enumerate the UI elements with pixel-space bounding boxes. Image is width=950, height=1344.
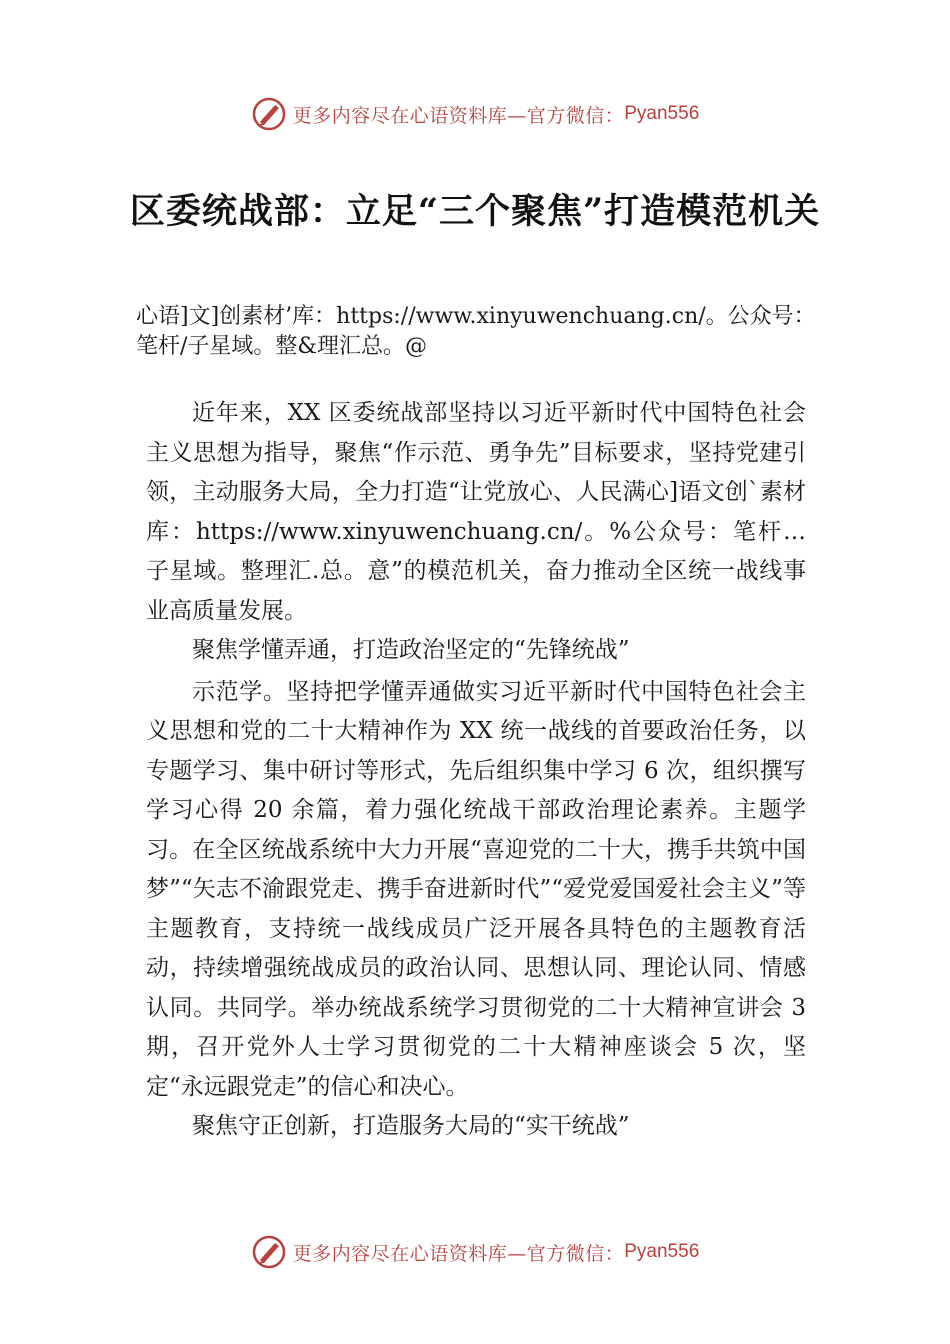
section-heading-2: 聚焦守正创新，打造服务大局的“实干统战” — [192, 1113, 630, 1139]
banner-wechat-id: Pyan556 — [624, 1241, 700, 1262]
footer-banner — [0, 1232, 950, 1272]
banner-wechat-id: Pyan556 — [624, 103, 700, 124]
banner-text: 更多内容尽在心语资料库—官方微信： — [292, 1242, 625, 1265]
document-body — [146, 394, 806, 1147]
pen-logo-icon — [251, 1234, 287, 1270]
banner-text: 更多内容尽在心语资料库—官方微信： — [292, 104, 625, 127]
paragraph-study: 示范学。坚持把学懂弄通做实习近平新时代中国特色社会主义思想和党的二十大精神作为 XX 统一战线的首要政治任务，以专题学习、集中研讨等形式，先后组织集中学习 6 次，组织撰写学习心得 20 余篇，着力强化统战干部政治理论素养。主题学习。在全区统战系统中大力开展“喜迎党的二十大，携手共筑中国梦”“矢志不渝跟党走、携手奋进新时代”“爱党爱国爱社会主义”等主题教育，支持统一战线成员广泛开展各具特色的主题教育活动，持续增强统战成员的政治认同、思想认同、理论认同、情感认同。共同学。举办统战系统学习贯彻党的二十大精神宣讲会 3 期，召开党外人士学习贯彻党的二十大精神座谈会 5 次，坚定“永远跟党走”的信心和决心。 — [146, 678, 806, 1100]
pen-logo-icon — [251, 96, 287, 132]
page-title: 区委统战部：立足“三个聚焦”打造模范机关 — [129, 191, 821, 232]
source-note: 心语]文]创素材’库：https://www.xinyuwenchuang.cn/。公众号：笔杆/子星域。整&理汇总。@ — [136, 304, 816, 359]
section-heading-1: 聚焦学懂弄通，打造政治坚定的“先锋统战” — [192, 637, 630, 663]
paragraph-intro: 近年来，XX 区委统战部坚持以习近平新时代中国特色社会主义思想为指导，聚焦“作示范、勇争先”目标要求，坚持党建引领，主动服务大局，全力打造“让党放心、人民满心]语文创`素材库：https://www.xinyuwenchuang.cn/。%公众号：笔杆…子星域。整理汇.总。意”的模范机关，奋力推动全区统一战线事业高质量发展。 — [146, 400, 806, 624]
header-banner — [0, 94, 950, 134]
